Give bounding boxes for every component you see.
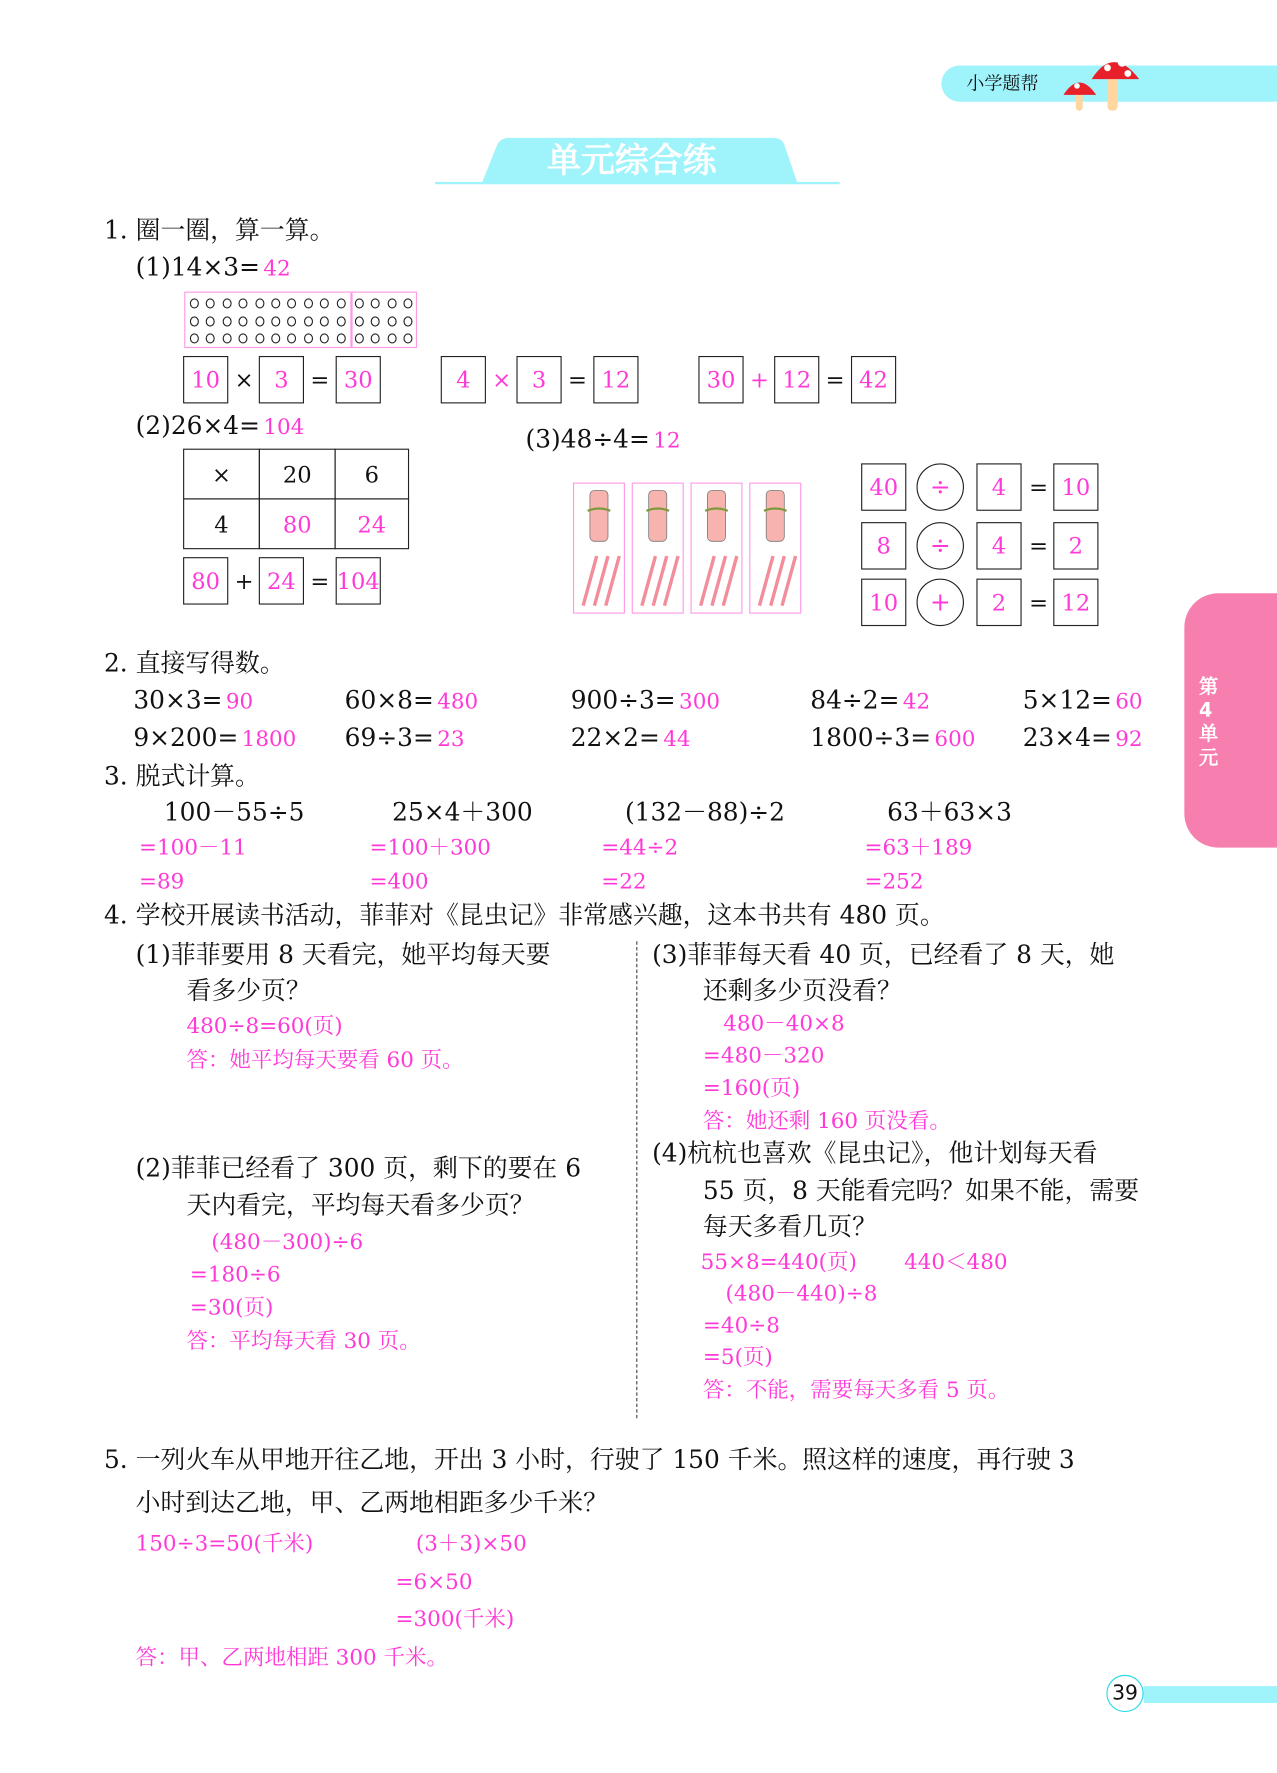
answer-box: 40 xyxy=(861,463,906,510)
dot xyxy=(355,316,364,326)
dot xyxy=(287,333,296,343)
equals-sign: = xyxy=(1029,532,1049,560)
column-divider xyxy=(636,941,637,1418)
answer-box: 2 xyxy=(976,579,1021,626)
q1-p2-answer: 104 xyxy=(263,414,305,440)
q4-p3-solution: =160(页) xyxy=(702,1075,801,1101)
dot xyxy=(222,298,231,308)
dot xyxy=(304,316,313,326)
dot xyxy=(239,333,248,343)
q5-solution: =300(千米) xyxy=(395,1607,515,1632)
answer-box: 80 xyxy=(183,557,228,604)
q5-solution: (3＋3)×50 xyxy=(415,1531,527,1557)
dot xyxy=(304,333,313,343)
q3-step: =22 xyxy=(601,869,647,894)
dot xyxy=(287,298,296,308)
q4-p4-question: 55 页，8 天能看完吗？如果不能，需要 xyxy=(702,1177,1140,1206)
answer-box: 4 xyxy=(976,463,1021,510)
dot xyxy=(206,333,215,343)
q3-step: =100＋300 xyxy=(369,835,491,861)
q2-answer: 600 xyxy=(934,726,976,752)
answer-box: 10 xyxy=(861,579,906,626)
answer-box: 42 xyxy=(851,356,896,403)
q2-answer: 92 xyxy=(1115,726,1143,752)
q2-answer: 42 xyxy=(902,689,931,715)
q2-item xyxy=(345,687,478,716)
operator-circle: + xyxy=(917,579,964,626)
answer-box: 12 xyxy=(593,356,638,403)
dot xyxy=(371,333,380,343)
operator: + xyxy=(749,366,769,394)
equals-sign: = xyxy=(310,567,330,595)
q2-expression: 5×12= xyxy=(1022,687,1112,716)
q2-answer: 23 xyxy=(437,726,465,752)
q4-p4-question: 每天多看几页？ xyxy=(702,1213,877,1242)
answer-box: 30 xyxy=(698,356,743,403)
q4-p2-solution: 答：平均每天看 30 页。 xyxy=(186,1328,421,1354)
dot xyxy=(404,298,413,308)
table-cell: 80 xyxy=(259,498,336,549)
q3-step: =100－11 xyxy=(139,835,247,861)
dot xyxy=(255,298,264,308)
q2-expression: 30×3= xyxy=(133,687,223,716)
equals-sign: = xyxy=(1029,473,1049,501)
q4-p1-solution: 答：她平均每天要看 60 页。 xyxy=(186,1047,464,1073)
dot xyxy=(239,298,248,308)
q4-p3-solution: =480－320 xyxy=(702,1043,825,1068)
q4-p3-question: (3)菲菲每天看 40 页，已经看了 8 天，她 xyxy=(652,941,1115,970)
stick-bundle-card xyxy=(749,483,801,614)
q4-p4-solution: =5(页) xyxy=(702,1344,773,1370)
q4-p4-solution: 440＜480 xyxy=(904,1249,1008,1275)
answer-box: 12 xyxy=(774,356,819,403)
stick-bundle-icon xyxy=(692,484,742,612)
dot xyxy=(190,333,199,343)
q2-answer: 90 xyxy=(225,689,254,715)
dot xyxy=(336,333,345,343)
q2-expression: 60×8= xyxy=(344,687,434,716)
brand-label: 小学题帮 xyxy=(966,72,1039,94)
q1-p1-heading xyxy=(136,254,291,283)
q2-expression: 9×200= xyxy=(133,724,239,753)
q2-answer: 44 xyxy=(663,726,691,752)
q2-item xyxy=(1023,724,1143,753)
dot xyxy=(320,333,329,343)
q5-solution: 150÷3=50(千米) xyxy=(135,1531,314,1557)
dot xyxy=(222,316,231,326)
table-header-cell: 20 xyxy=(259,449,336,500)
mushroom-icon xyxy=(1060,45,1150,115)
table-header-cell: 6 xyxy=(335,449,410,500)
q2-item xyxy=(345,724,465,753)
q2-answer: 480 xyxy=(437,689,479,715)
stick-bundle-card xyxy=(690,483,742,614)
answer-box: 12 xyxy=(1053,579,1098,626)
equals-sign: = xyxy=(568,366,587,394)
q1-p3-label: (3)48÷4= xyxy=(525,426,650,455)
q2-expression: 22×2= xyxy=(570,724,660,753)
q4-p3-solution: 480－40×8 xyxy=(723,1011,845,1037)
q4-p2-question: (2)菲菲已经看了 300 页，剩下的要在 6 xyxy=(135,1154,582,1184)
q2-answer: 1800 xyxy=(241,726,297,752)
q2-item xyxy=(810,724,975,753)
q2-item xyxy=(810,687,930,716)
dot xyxy=(255,316,264,326)
dot xyxy=(287,316,296,326)
answer-box: 10 xyxy=(183,356,228,403)
stick-bundle-card xyxy=(573,483,625,614)
answer-box: 2 xyxy=(1053,522,1098,569)
q2-answer: 300 xyxy=(679,689,721,715)
answer-box: 3 xyxy=(259,356,304,403)
answer-box: 104 xyxy=(336,557,381,604)
q1-p3-heading xyxy=(525,426,680,455)
q2-title: 2. 直接写得数。 xyxy=(103,649,285,679)
dot xyxy=(355,298,364,308)
q2-expression: 23×4= xyxy=(1022,724,1112,753)
q4-p1-question: 看多少页？ xyxy=(186,977,311,1006)
dot xyxy=(206,298,215,308)
operator: × xyxy=(234,366,254,394)
q4-p3-question: 还剩多少页没看？ xyxy=(702,977,902,1006)
q4-p4-solution: 答：不能，需要每天多看 5 页。 xyxy=(702,1377,1010,1403)
dot xyxy=(320,316,329,326)
q1-p1-label: (1)14×3= xyxy=(135,254,260,283)
q4-p4-solution: =40÷8 xyxy=(702,1313,780,1339)
q2-item xyxy=(133,687,253,716)
q2-item xyxy=(571,687,720,716)
dot xyxy=(371,316,380,326)
operator-circle: ÷ xyxy=(917,522,964,569)
q5-solution: =6×50 xyxy=(395,1569,473,1595)
dot xyxy=(387,316,396,326)
dot xyxy=(320,298,329,308)
table-cell: 4 xyxy=(183,498,260,549)
operator-circle: ÷ xyxy=(917,463,964,510)
answer-box: 30 xyxy=(336,356,381,403)
stick-bundle-icon xyxy=(750,484,800,612)
stick-bundle-card xyxy=(632,483,684,614)
q1-title: 1. 圈一圈，算一算。 xyxy=(103,216,335,246)
q4-p3-solution: 答：她还剩 160 页没看。 xyxy=(702,1108,951,1134)
dot xyxy=(206,316,215,326)
operator: × xyxy=(492,366,512,394)
dot xyxy=(255,333,264,343)
q2-item xyxy=(1023,687,1143,716)
q4-p1-question: (1)菲菲要用 8 天看完，她平均每天要 xyxy=(135,941,551,970)
q1-p3-answer: 12 xyxy=(653,428,681,454)
q3-expression: 25×4＋300 xyxy=(392,798,533,828)
q4-p2-solution: =30(页) xyxy=(189,1295,274,1320)
answer-box: 24 xyxy=(259,557,304,604)
q5-solution: 答：甲、乙两地相距 300 千米。 xyxy=(135,1645,448,1671)
q4-title: 4. 学校开展读书活动，菲菲对《昆虫记》非常感兴趣，这本书共有 480 页。 xyxy=(103,901,945,931)
dot-grid-divider xyxy=(350,293,352,347)
equals-sign: = xyxy=(825,366,845,394)
page-number-bar xyxy=(1144,1686,1277,1703)
q2-expression: 69÷3= xyxy=(344,724,434,753)
q4-p4-solution: 55×8=440(页) xyxy=(700,1249,857,1275)
q3-step: =63＋189 xyxy=(864,835,973,861)
dot xyxy=(271,316,280,326)
answer-box: 10 xyxy=(1053,463,1098,510)
dot xyxy=(355,333,364,343)
q3-step: =44÷2 xyxy=(601,835,679,861)
operator: + xyxy=(234,567,254,595)
dot xyxy=(404,333,413,343)
q2-expression: 84÷2= xyxy=(810,687,900,716)
section-title: 单元综合练 xyxy=(546,141,717,181)
dot xyxy=(387,333,396,343)
dot xyxy=(190,298,199,308)
dot xyxy=(271,298,280,308)
q3-step: =89 xyxy=(139,869,185,894)
dot xyxy=(271,333,280,343)
dot xyxy=(239,316,248,326)
q2-item xyxy=(571,724,691,753)
dot xyxy=(387,298,396,308)
q3-step: =252 xyxy=(864,869,924,894)
q3-expression: 100－55÷5 xyxy=(163,798,305,828)
stick-bundle-icon xyxy=(574,484,624,612)
q4-p2-solution: (480－300)÷6 xyxy=(211,1229,364,1255)
dot xyxy=(404,316,413,326)
page-number: 39 xyxy=(1106,1675,1143,1712)
dot xyxy=(304,298,313,308)
q1-p2-label: (2)26×4= xyxy=(135,412,260,441)
q2-item xyxy=(133,724,296,753)
dot-grid xyxy=(184,292,417,349)
equals-sign: = xyxy=(1029,588,1049,616)
q5-question: 5. 一列火车从甲地开往乙地，开出 3 小时，行驶了 150 千米。照这样的速度，再行驶 3 xyxy=(103,1446,1075,1475)
q3-expression: (132－88)÷2 xyxy=(624,798,785,828)
answer-box: 4 xyxy=(441,356,486,403)
q4-p2-solution: =180÷6 xyxy=(189,1262,281,1288)
q4-p4-question: (4)杭杭也喜欢《昆虫记》，他计划每天看 xyxy=(652,1140,1098,1169)
q2-expression: 1800÷3= xyxy=(810,724,932,753)
dot xyxy=(371,298,380,308)
q3-expression: 63＋63×3 xyxy=(887,798,1012,828)
q3-step: =400 xyxy=(369,869,429,894)
stick-bundle-icon xyxy=(633,484,683,612)
q1-p2-heading xyxy=(136,412,305,441)
table-header-cell: × xyxy=(183,449,260,500)
q1-p1-answer: 42 xyxy=(263,256,291,282)
answer-box: 8 xyxy=(861,522,906,569)
dot xyxy=(222,333,231,343)
side-tab-label: 第4单元 xyxy=(1199,675,1219,770)
q5-question: 小时到达乙地，甲、乙两地相距多少千米？ xyxy=(135,1489,609,1518)
q4-p1-solution: 480÷8=60(页) xyxy=(186,1013,343,1039)
dot xyxy=(336,298,345,308)
answer-box: 4 xyxy=(976,522,1021,569)
answer-box: 3 xyxy=(516,356,561,403)
dot xyxy=(336,316,345,326)
dot xyxy=(190,316,199,326)
q2-expression: 900÷3= xyxy=(570,687,676,716)
table-cell: 24 xyxy=(335,498,410,549)
q4-p4-solution: (480－440)÷8 xyxy=(725,1281,878,1307)
q3-title: 3. 脱式计算。 xyxy=(103,762,260,792)
q4-p2-question: 天内看完，平均每天看多少页？ xyxy=(186,1192,535,1221)
q2-answer: 60 xyxy=(1115,689,1143,715)
equals-sign: = xyxy=(310,366,330,394)
